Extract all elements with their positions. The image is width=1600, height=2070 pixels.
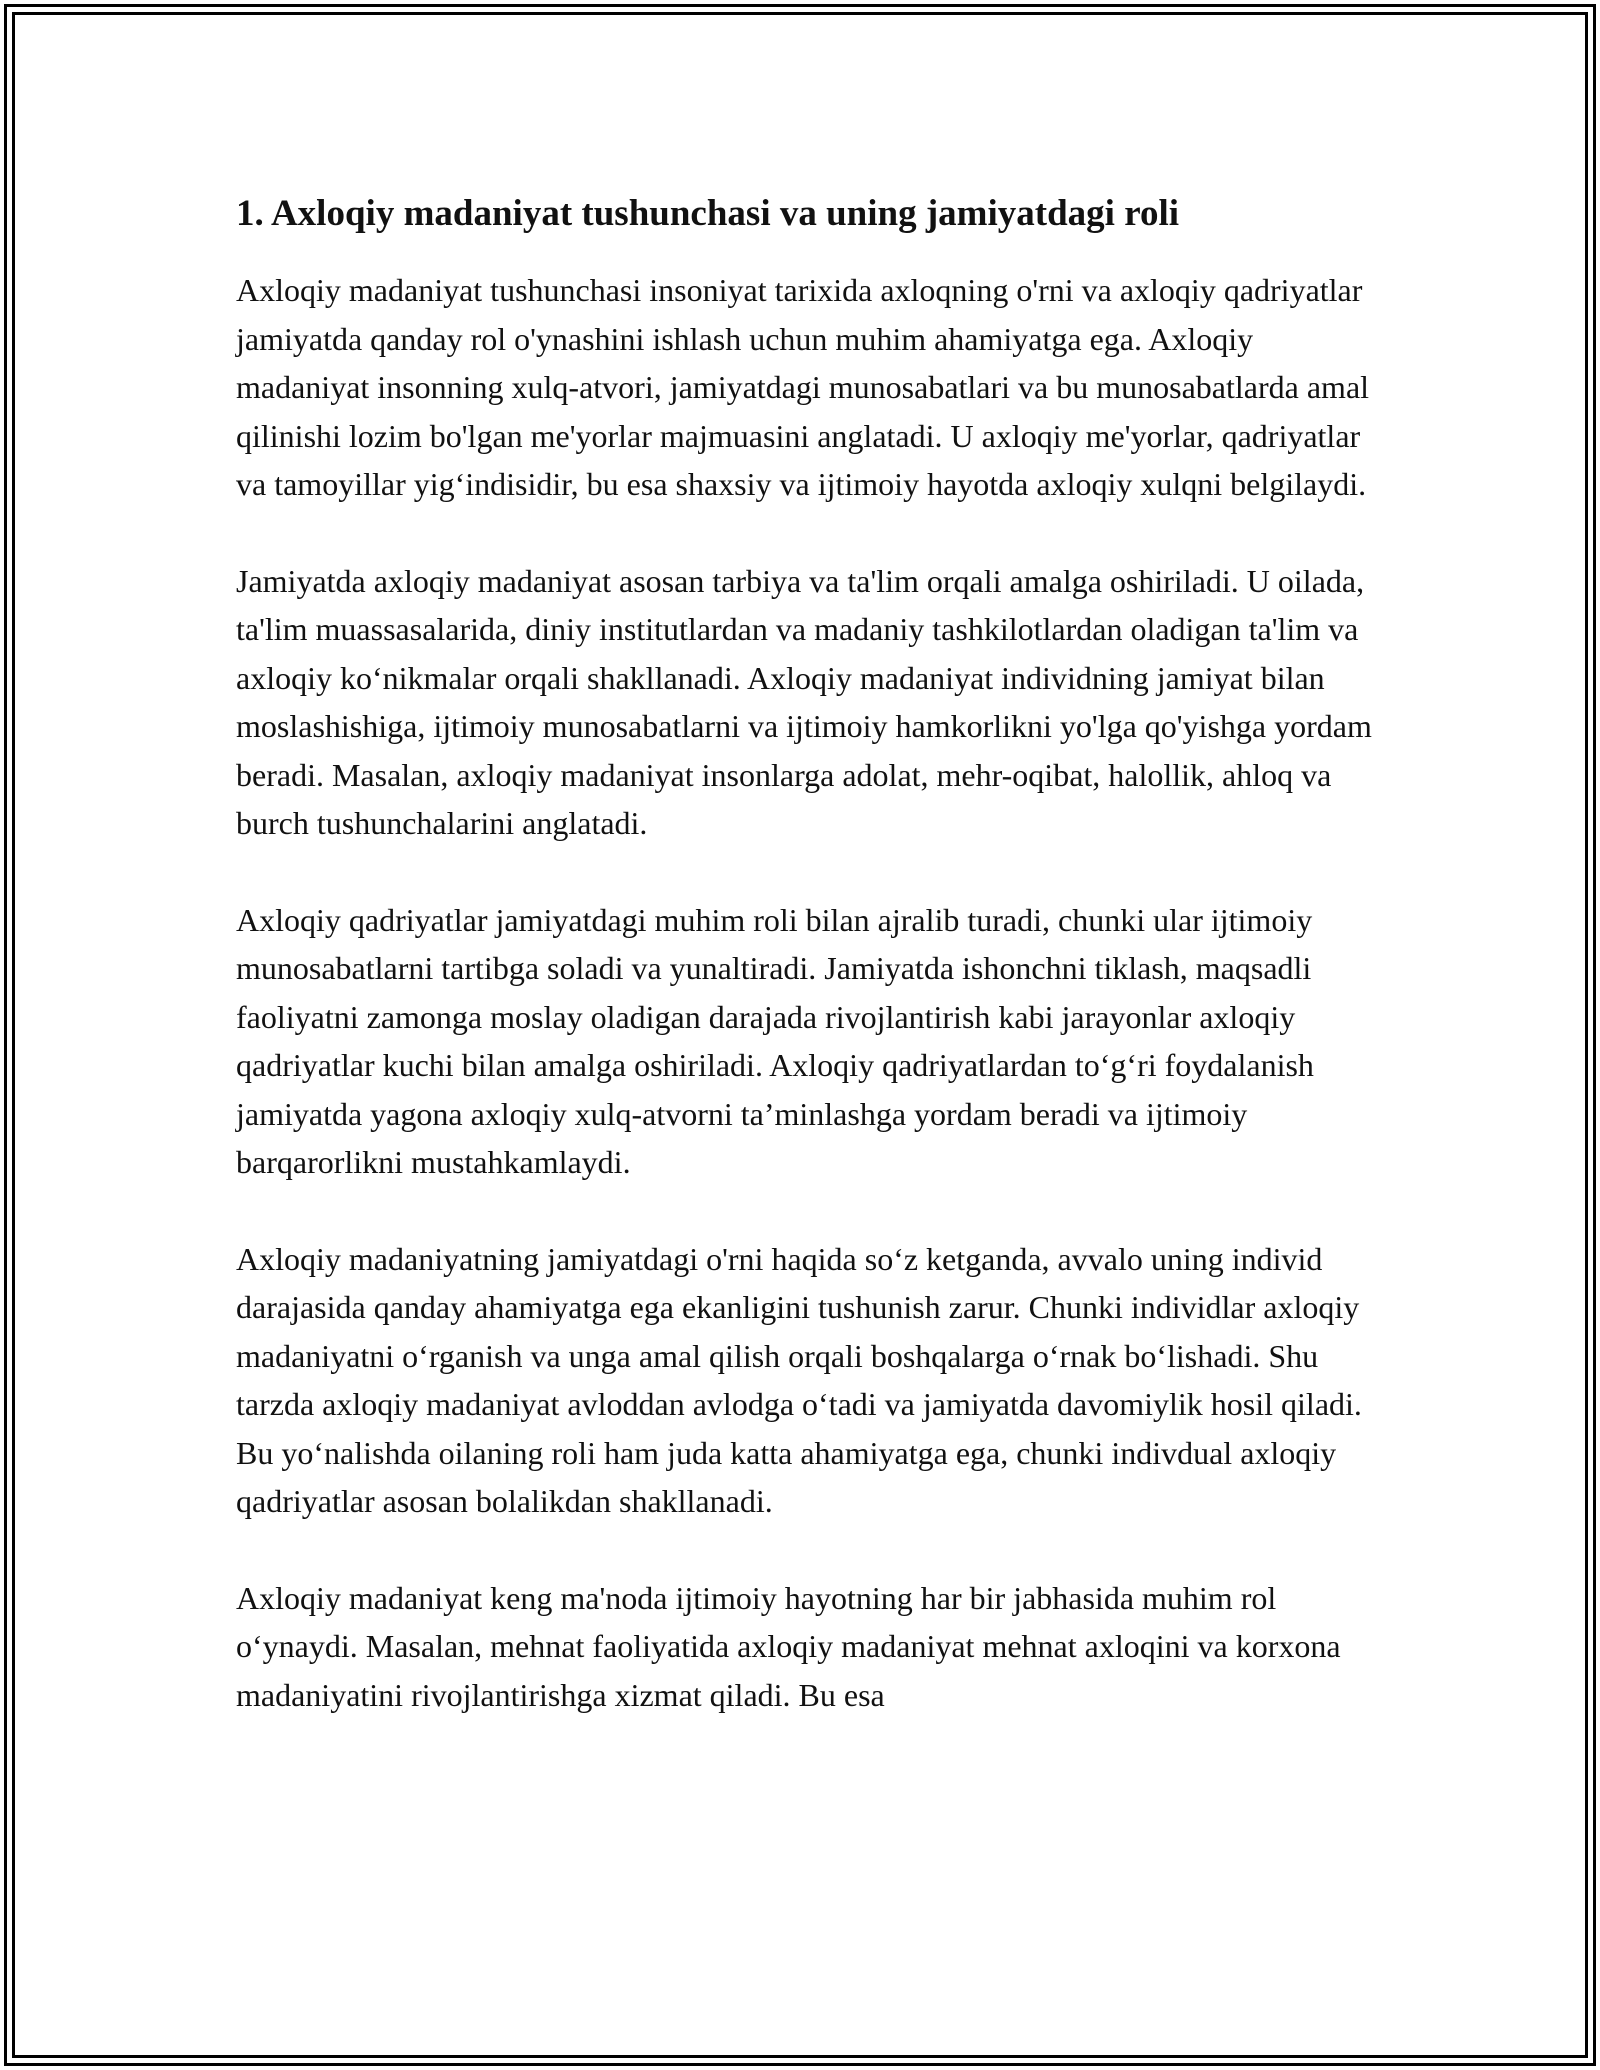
- paragraph-2: Jamiyatda axloqiy madaniyat asosan tarbiya va ta'lim orqali amalga oshiriladi. U oilada, ta'lim muassasalarida, diniy institutlardan va madaniy tashkilotlardan oladigan ta'lim va axloqiy ko‘nikmalar orqali shakllanadi. Axloqiy madaniyat individning jamiyat bilan moslashishiga, ijtimoiy munosabatlarni va ijtimoiy hamkorlikni yo'lga qo'yishga yordam beradi. Masalan, axloqiy madaniyat insonlarga adolat, mehr-oqibat, halollik, ahloq va burch tushunchalarini anglatadi.: [236, 562, 1372, 841]
- paragraph-5: Axloqiy madaniyat keng ma'noda ijtimoiy hayotning har bir jabhasida muhim rol o‘ynaydi. Masalan, mehnat faoliyatida axloqiy madaniyat mehnat axloqini va korxona madaniyatini rivojlantirishga xizmat qiladi. Bu esa: [236, 1579, 1341, 1713]
- paragraph-3: Axloqiy qadriyatlar jamiyatdagi muhim roli bilan ajralib turadi, chunki ular ijtimoiy munosabatlarni tartibga soladi va yunaltiradi. Jamiyatda ishonchni tiklash, maqsadli faoliyatni zamonga moslay oladigan darajada rivojlantirish kabi jarayonlar axloqiy qadriyatlar kuchi bilan amalga oshiriladi. Axloqiy qadriyatlardan to‘g‘ri foydalanish jamiyatda yagona axloqiy xulq-atvorni ta’minlashga yordam beradi va ijtimoiy barqarorlikni mustahkamlaydi.: [236, 901, 1314, 1180]
- section-heading: 1. Axloqiy madaniyat tushunchasi va uning jamiyatdagi roli: [236, 193, 1180, 234]
- paragraph-4: Axloqiy madaniyatning jamiyatdagi o'rni haqida so‘z ketganda, avvalo uning individ darajasida qanday ahamiyatga ega ekanligini tushunish zarur. Chunki individlar axloqiy madaniyatni o‘rganish va unga amal qilish orqali boshqalarga o‘rnak bo‘lishadi. Shu tarzda axloqiy madaniyat avloddan avlodga o‘tadi va jamiyatda davomiylik hosil qiladi. Bu yo‘nalishda oilaning roli ham juda katta ahamiyatga ega, chunki indivdual axloqiy qadriyatlar asosan bolalikdan shakllanadi.: [236, 1240, 1362, 1519]
- paragraph-1: Axloqiy madaniyat tushunchasi insoniyat tarixida axloqning o'rni va axloqiy qadriyatlar jamiyatda qanday rol o'ynashini ishlash uchun muhim ahamiyatga ega. Axloqiy madaniyat insonning xulq-atvori, jamiyatdagi munosabatlari va bu munosabatlarda amal qilinishi lozim bo'lgan me'yorlar majmuasini anglatadi. U axloqiy me'yorlar, qadriyatlar va tamoyillar yig‘indisidir, bu esa shaxsiy va ijtimoiy hayotda axloqiy xulqni belgilaydi.: [236, 272, 1370, 502]
- document-body: [236, 188, 1376, 1767]
